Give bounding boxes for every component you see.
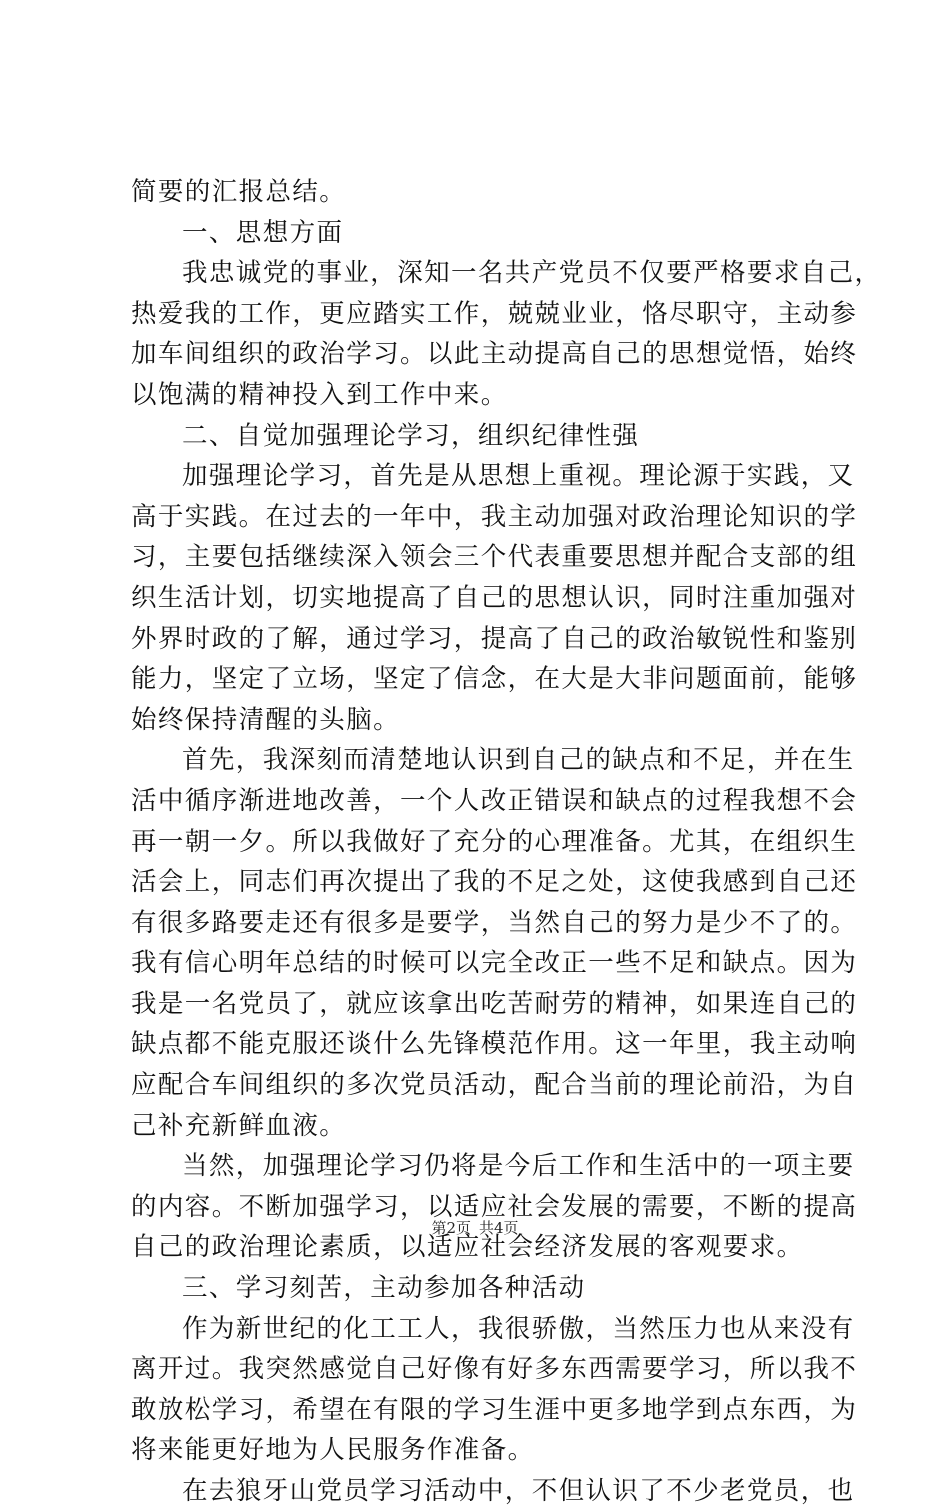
text-line: 敢放松学习，希望在有限的学习生涯中更多地学到点东西，为	[131, 1394, 858, 1425]
page-footer	[0, 1217, 950, 1238]
text-line: 活会上，同志们再次提出了我的不足之处，这使我感到自己还	[131, 867, 858, 898]
text-line: 加车间组织的政治学习。以此主动提高自己的思想觉悟，始终	[131, 339, 858, 370]
text-line: 当然，加强理论学习仍将是今后工作和生活中的一项主要	[182, 1151, 855, 1182]
page-total: 共4页	[479, 1219, 519, 1237]
text-line: 在去狼牙山党员学习活动中，不但认识了不少老党员，也	[182, 1476, 855, 1506]
text-line: 简要的汇报总结。	[131, 177, 347, 207]
page-number: 第2页	[431, 1219, 471, 1237]
section-heading-thought: 一、思想方面	[182, 217, 344, 248]
text-line: 活中循序渐进地改善，一个人改正错误和缺点的过程我想不会	[131, 785, 858, 816]
text-line: 再一朝一夕。所以我做好了充分的心理准备。尤其，在组织生	[131, 826, 858, 857]
text-line: 高于实践。在过去的一年中，我主动加强对政治理论知识的学	[131, 501, 858, 532]
text-line: 我是一名党员了，就应该拿出吃苦耐劳的精神，如果连自己的	[131, 988, 858, 1019]
text-line: 习，主要包括继续深入领会三个代表重要思想并配合支部的组	[131, 542, 858, 573]
text-line: 自己的政治理论素质，以适应社会经济发展的客观要求。	[131, 1232, 804, 1263]
text-line: 将来能更好地为人民服务作准备。	[131, 1435, 535, 1466]
text-line: 能力，坚定了立场，坚定了信念，在大是大非问题面前，能够	[131, 664, 858, 695]
text-line: 作为新世纪的化工工人，我很骄傲，当然压力也从来没有	[182, 1313, 855, 1344]
text-line: 应配合车间组织的多次党员活动，配合当前的理论前沿，为自	[131, 1070, 858, 1101]
text-line: 我忠诚党的事业，深知一名共产党员不仅要严格要求自己，	[182, 258, 882, 289]
text-line: 缺点都不能克服还谈什么先锋模范作用。这一年里，我主动响	[131, 1029, 858, 1060]
text-line: 我有信心明年总结的时候可以完全改正一些不足和缺点。因为	[131, 948, 858, 979]
document-body	[131, 172, 882, 1512]
text-line: 外界时政的了解，通过学习，提高了自己的政治敏锐性和鉴别	[131, 623, 858, 654]
section-heading-study: 三、学习刻苦，主动参加各种活动	[182, 1273, 586, 1304]
section-heading-theory: 二、自觉加强理论学习，组织纪律性强	[182, 420, 640, 451]
text-line: 首先，我深刻而清楚地认识到自己的缺点和不足，并在生	[182, 745, 855, 776]
text-line: 热爱我的工作，更应踏实工作，兢兢业业，恪尽职守，主动参	[131, 298, 858, 329]
text-line: 加强理论学习，首先是从思想上重视。理论源于实践，又	[182, 461, 855, 492]
text-line: 的内容。不断加强学习，以适应社会发展的需要，不断的提高	[131, 1191, 858, 1222]
text-line: 己补充新鲜血液。	[131, 1110, 347, 1141]
text-line: 以饱满的精神投入到工作中来。	[131, 379, 508, 410]
text-line: 织生活计划，切实地提高了自己的思想认识，同时注重加强对	[131, 582, 858, 613]
text-line: 离开过。我突然感觉自己好像有好多东西需要学习，所以我不	[131, 1354, 858, 1385]
text-line: 始终保持清醒的头脑。	[131, 704, 401, 735]
text-line: 有很多路要走还有很多是要学，当然自己的努力是少不了的。	[131, 907, 858, 938]
